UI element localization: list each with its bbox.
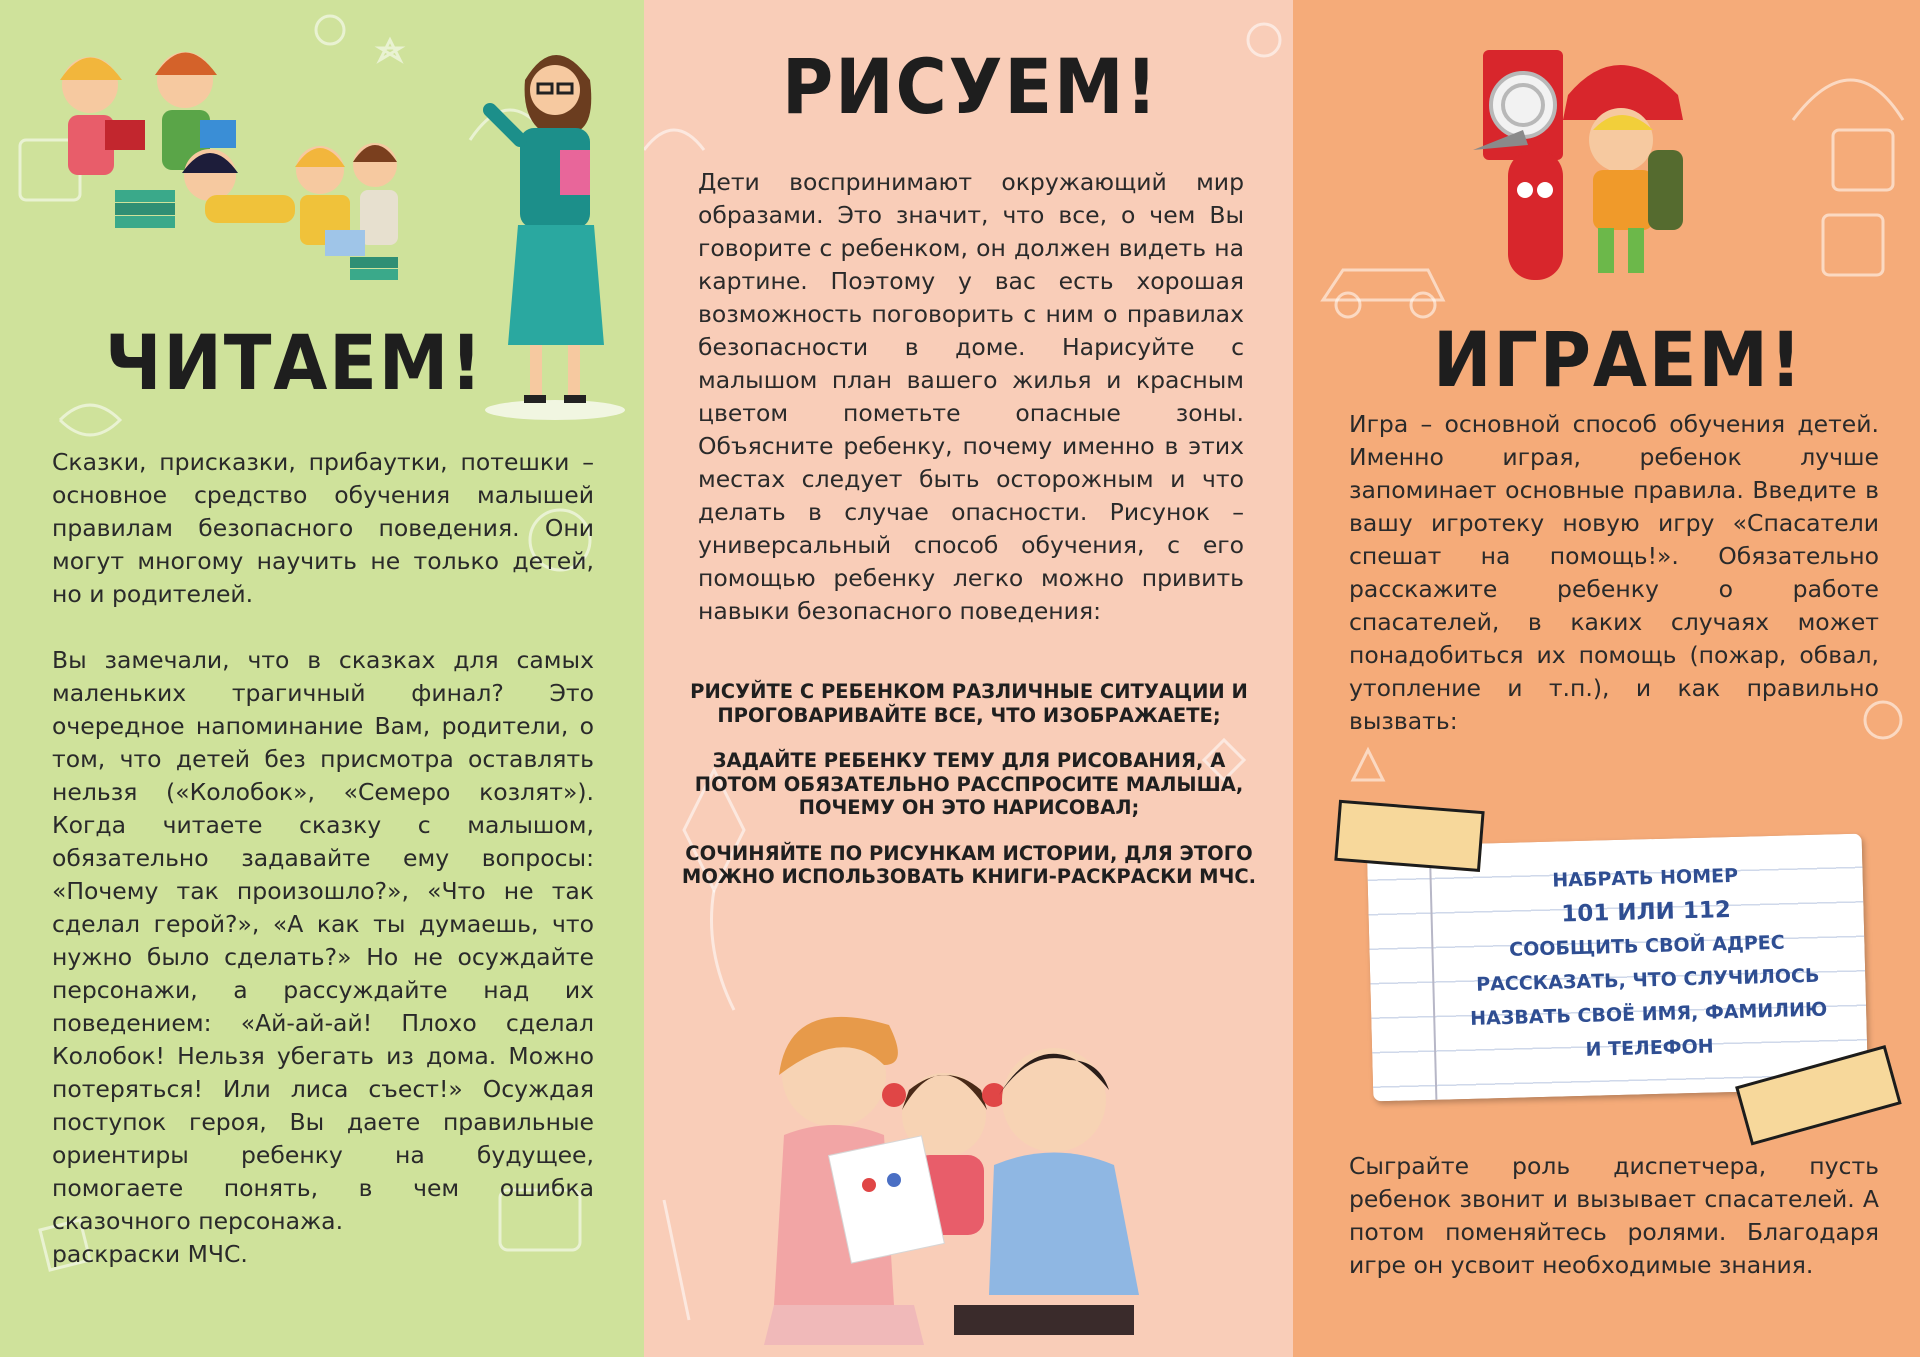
right-column	[1293, 0, 1920, 1357]
note-line: И ТЕЛЕФОН	[1585, 1035, 1714, 1061]
tip-item: СОЧИНЯЙТЕ ПО РИСУНКАМ ИСТОРИИ, ДЛЯ ЭТОГО МОЖНО ИСПОЛЬЗОВАТЬ КНИГИ-РАСКРАСКИ МЧС.	[681, 841, 1257, 888]
heading-play: ИГРАЕМ!	[1433, 315, 1804, 404]
right-paragraph-2: Сыграйте роль диспетчера, пусть ребенок звонит и вызывает спасателей. А потом поменяйтесь ролями. Благодаря игре он усвоит необходимые знания.	[1349, 1152, 1879, 1279]
note-line: РАССКАЗАТЬ, ЧТО СЛУЧИЛОСЬ	[1475, 964, 1820, 996]
tape-top	[1334, 800, 1484, 872]
right-paragraph-1: Игра – основной способ обучения детей. Именно играя, ребенок лучше запоминает основные правила. Введите в вашу игротеку новую игру «Спасатели спешат на помощь!». Обязательно расскажите ребенку о работе спасателей, в каких случаях может понадобиться их помощь (пожар, обвал, утопление и т.п.), и как правильно вызвать:	[1349, 410, 1879, 735]
left-text-block	[52, 446, 594, 1271]
middle-paragraph: Дети воспринимают окружающий мир образами. Это значит, что все, о чем Вы говорите с ребенком, он должен видеть на картине. Поэтому у вас есть хорошая возможность поговорить с ним о правилах безопасности в доме. Нарисуйте с малышом план вашего жилья и красным цветом пометьте опасные зоны. Объясните ребенку, почему именно в этих местах следует быть осторожным и что делать в случае опасности. Рисунок – универсальный способ обучения, с его помощью ребенку легко можно привить навыки безопасного поведения:	[698, 168, 1244, 625]
middle-text-block	[698, 166, 1244, 628]
left-paragraph-spacer	[52, 611, 594, 644]
left-paragraph-3: раскраски МЧС.	[52, 1240, 248, 1268]
heading-read: ЧИТАЕМ!	[105, 318, 484, 407]
note-line: НАЗВАТЬ СВОЁ ИМЯ, ФАМИЛИЮ	[1469, 998, 1828, 1030]
teacher-illustration	[480, 40, 640, 420]
left-paragraph-2: Вы замечали, что в сказках для самых маленьких трагичный финал? Это очередное напоминание Вам, родители, о том, что детей без присмотра оставлять нельзя («Колобок», «Семеро козлят»). Когда читаете сказку с малышом, обязательно задавайте ему вопросы: «Почему так произошло?», «Что не так сделал герой?», «А как ты думаешь, что нужно было сделать?» Но не осуждайте персонажи, а рассуждайте над их поведением: «Ай-ай-ай! Плохо сделал Колобок! Нельзя убегать из дома. Можно потеряться! Или лиса съест!» Осуждая поступок героя, Вы даете правильные ориентиры ребенку на будущее, помогаете понять, в чем ошибка сказочного персонажа.	[52, 646, 594, 1235]
children-reading-illustration	[20, 25, 490, 335]
middle-column	[644, 0, 1293, 1357]
drawing-tips-list	[680, 680, 1258, 911]
note-text	[1437, 856, 1857, 1071]
right-text-bottom	[1349, 1150, 1879, 1282]
left-paragraph-1: Сказки, присказки, прибаутки, потешки – основное средство обучения малышей правилам безопасного поведения. Они могут многому научить не только детей, но и родителей.	[52, 448, 594, 608]
heading-draw: РИСУЕМ!	[782, 42, 1160, 131]
tip-item: ЗАДАЙТЕ РЕБЕНКУ ТЕМУ ДЛЯ РИСОВАНИЯ, А ПОТОМ ОБЯЗАТЕЛЬНО РАССПРОСИТЕ МАЛЫША, ПОЧЕМУ ОН ЭТО НАРИСОВАЛ;	[694, 749, 1244, 819]
note-line: НАБРАТЬ НОМЕР	[1552, 864, 1739, 892]
note-line: СООБЩИТЬ СВОЙ АДРЕС	[1508, 931, 1785, 961]
left-column	[0, 0, 644, 1357]
tip-item: РИСУЙТЕ С РЕБЕНКОМ РАЗЛИЧНЫЕ СИТУАЦИИ И ПРОГОВАРИВАЙТЕ ВСЕ, ЧТО ИЗОБРАЖАЕТЕ;	[690, 680, 1248, 727]
note-line-numbers: 101 ИЛИ 112	[1560, 897, 1732, 928]
firefighter-illustration	[1473, 40, 1703, 290]
family-drawing-illustration	[754, 1005, 1154, 1357]
right-text-top	[1349, 408, 1879, 738]
emergency-note-card	[1367, 834, 1869, 1102]
